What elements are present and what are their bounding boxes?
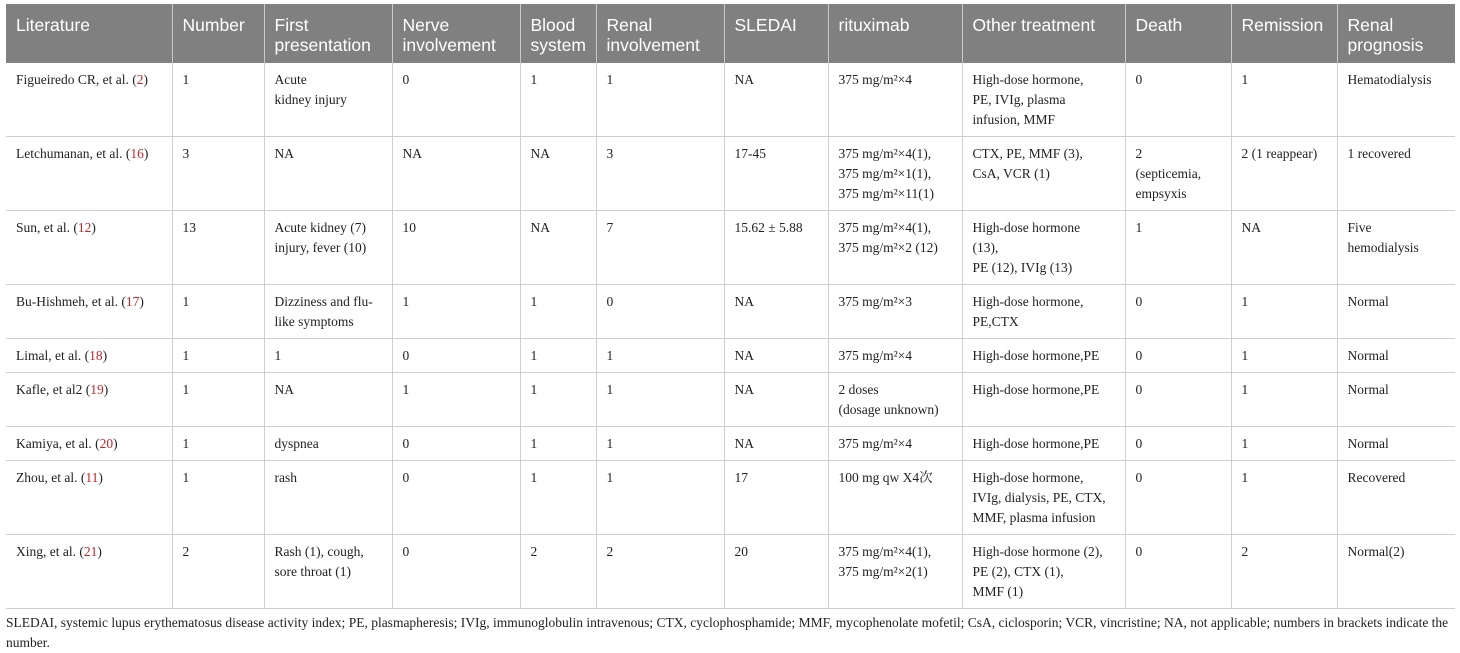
column-header: rituximab [828,5,962,63]
table-cell: Normal(2) [1337,535,1455,609]
table-cell: NA [264,373,392,427]
table-cell: 1 [596,461,724,535]
author-text: Kafle, et al2 ( [16,382,91,397]
author-text: Kamiya, et al. ( [16,436,100,451]
table-cell: 1 [264,339,392,373]
literature-cell [6,339,172,373]
table-cell: 1 [172,373,264,427]
table-cell: 1 [1231,285,1337,339]
closing-paren: ) [139,294,144,309]
column-header: Death [1125,5,1231,63]
reference-link[interactable]: 21 [83,544,98,559]
table-cell: High-dose hormone (2), PE (2), CTX (1), MMF (1) [962,535,1125,609]
table-cell: 375 mg/m²×4(1), 375 mg/m²×2(1) [828,535,962,609]
table-cell: 1 [596,373,724,427]
reference-link[interactable]: 18 [89,348,103,363]
author-text: Letchumanan, et al. ( [16,146,131,161]
literature-cell [6,461,172,535]
column-header: Remission [1231,5,1337,63]
author-text: Figueiredo CR, et al. ( [16,71,137,87]
table-cell: High-dose hormone, PE, IVIg, plasma infusion, MMF [962,63,1125,137]
table-cell: High-dose hormone, IVIg, dialysis, PE, CTX, MMF, plasma infusion [962,461,1125,535]
table-cell: Normal [1337,427,1455,461]
table-cell: 1 [520,63,596,137]
reference-link[interactable]: 12 [77,220,92,235]
table-row [6,285,1455,339]
table-cell: CTX, PE, MMF (3), CsA, VCR (1) [962,137,1125,211]
table-cell: 1 [596,427,724,461]
table-cell: 375 mg/m²×4 [828,63,962,137]
table-row [6,373,1455,427]
table-cell: 1 [172,461,264,535]
table-cell: 1 [1231,461,1337,535]
table-cell: 2 [596,535,724,609]
table-cell: 1 [520,461,596,535]
table-body [6,63,1455,609]
table-footnote: SLEDAI, systemic lupus erythematosus disease activity index; PE, plasmapheresis; IVIg, immunoglobulin intravenous; CTX, cyclophosphamide; MMF, mycophenolate mofetil; CsA, ciclosporin; VCR, vincristine; NA, not applicable; numbers in brackets indicate the number. [6,615,1449,650]
table-cell: 1 [392,373,520,427]
column-header: SLEDAI [724,5,828,63]
table-cell: High-dose hormone,PE [962,373,1125,427]
table-cell: 0 [1125,535,1231,609]
literature-cell [6,63,172,137]
literature-review-table [6,4,1455,609]
literature-cell [6,427,172,461]
table-cell: 1 [520,427,596,461]
literature-cell [6,535,172,609]
table-row [6,211,1455,285]
table-cell: NA [724,373,828,427]
literature-cell [6,137,172,211]
table-cell: 2 [1231,535,1337,609]
table-row [6,339,1455,373]
table-cell: NA [520,211,596,285]
table-cell: 1 [172,339,264,373]
table-cell: 375 mg/m²×4(1), 375 mg/m²×1(1), 375 mg/m²×11(1) [828,137,962,211]
table-cell: Acute kidney (7) injury, fever (10) [264,211,392,285]
table-cell: High-dose hormone,PE [962,427,1125,461]
reference-link[interactable]: 2 [136,71,144,87]
table-cell: High-dose hormone,PE [962,339,1125,373]
table-cell: 13 [172,211,264,285]
table-cell: 100 mg qw X4次 [828,461,962,535]
literature-cell [6,285,172,339]
closing-paren: ) [102,348,108,363]
closing-paren: ) [143,146,149,161]
reference-link[interactable]: 11 [85,470,99,485]
table-cell: 15.62 ± 5.88 [724,211,828,285]
table-cell: 0 [1125,285,1231,339]
column-header: Literature [6,5,172,63]
table-cell: 0 [392,427,520,461]
table-cell: High-dose hormone, PE,CTX [962,285,1125,339]
table-cell: 0 [392,535,520,609]
author-text: Limal, et al. ( [16,348,90,363]
table-cell: 1 [520,285,596,339]
table-cell: rash [264,461,392,535]
table-cell: 1 [596,339,724,373]
literature-cell [6,211,172,285]
table-cell: 2 doses (dosage unknown) [828,373,962,427]
table-cell: Normal [1337,373,1455,427]
table-cell: NA [520,137,596,211]
table-cell: 375 mg/m²×4 [828,427,962,461]
closing-paren: ) [143,71,148,87]
reference-link[interactable]: 19 [90,382,104,397]
table-row [6,427,1455,461]
table-cell: 1 recovered [1337,137,1455,211]
table-cell: NA [724,339,828,373]
table-cell: NA [1231,211,1337,285]
table-row [6,535,1455,609]
column-header: First presentation [264,5,392,63]
table-cell: 1 [1231,373,1337,427]
table-cell: 7 [596,211,724,285]
table-cell: 1 [596,63,724,137]
table-cell: 1 [1231,427,1337,461]
table-cell: Acute kidney injury [264,63,392,137]
table-cell: 1 [172,285,264,339]
table-cell: 0 [1125,63,1231,137]
table-cell: 1 [392,285,520,339]
table-cell: 10 [392,211,520,285]
table-cell: 2 [520,535,596,609]
column-header: Renal involvement [596,5,724,63]
table-cell: 0 [1125,461,1231,535]
column-header: Number [172,5,264,63]
table-cell: 2 (septicemia, empsyxis [1125,137,1231,211]
table-cell: Normal [1337,339,1455,373]
table-cell: Recovered [1337,461,1455,535]
table-cell: Normal [1337,285,1455,339]
column-header: Nerve involvement [392,5,520,63]
closing-paren: ) [97,544,102,559]
table-cell: NA [392,137,520,211]
table-cell: Dizziness and flu- like symptoms [264,285,392,339]
table-cell: 375 mg/m²×4 [828,339,962,373]
table-cell: 3 [172,137,264,211]
table-cell: 0 [1125,427,1231,461]
table-row [6,63,1455,137]
author-text: Xing, et al. ( [16,544,84,559]
table-cell: 0 [392,461,520,535]
table-row [6,461,1455,535]
table-cell: Hematodialysis [1337,63,1455,137]
closing-paren: ) [113,436,118,451]
table-cell: 17 [724,461,828,535]
literature-table-container [6,4,1455,653]
table-cell: dyspnea [264,427,392,461]
author-text: Bu-Hishmeh, et al. ( [16,294,126,309]
table-cell: NA [724,427,828,461]
reference-link[interactable]: 16 [130,146,144,161]
table-cell: 1 [1231,339,1337,373]
table-cell: 0 [1125,373,1231,427]
table-cell: Rash (1), cough, sore throat (1) [264,535,392,609]
table-cell: 375 mg/m²×3 [828,285,962,339]
table-cell: High-dose hormone (13), PE (12), IVIg (13) [962,211,1125,285]
closing-paren: ) [91,220,96,235]
reference-link[interactable]: 20 [99,436,114,451]
author-text: Zhou, et al. ( [16,470,86,485]
table-header-row [6,5,1455,63]
table-cell: NA [724,285,828,339]
author-text: Sun, et al. ( [16,220,78,235]
table-cell: 0 [596,285,724,339]
table-cell: 2 [172,535,264,609]
table-cell: 1 [172,427,264,461]
table-cell: 375 mg/m²×4(1), 375 mg/m²×2 (12) [828,211,962,285]
table-cell: 0 [392,339,520,373]
table-row [6,137,1455,211]
reference-link[interactable]: 17 [125,294,140,309]
closing-paren: ) [103,382,109,397]
table-cell: NA [724,63,828,137]
table-cell: 1 [520,373,596,427]
table-cell: 0 [392,63,520,137]
table-cell: NA [264,137,392,211]
table-cell: 1 [1125,211,1231,285]
table-cell: 17-45 [724,137,828,211]
column-header: Renal prognosis [1337,5,1455,63]
table-cell: 0 [1125,339,1231,373]
closing-paren: ) [98,470,103,485]
table-cell: 1 [172,63,264,137]
column-header: Other treatment [962,5,1125,63]
table-cell: 3 [596,137,724,211]
table-cell: 1 [1231,63,1337,137]
table-cell: 1 [520,339,596,373]
column-header: Blood system [520,5,596,63]
table-cell: 2 (1 reappear) [1231,137,1337,211]
literature-cell [6,373,172,427]
table-cell: Five hemodialysis [1337,211,1455,285]
table-cell: 20 [724,535,828,609]
